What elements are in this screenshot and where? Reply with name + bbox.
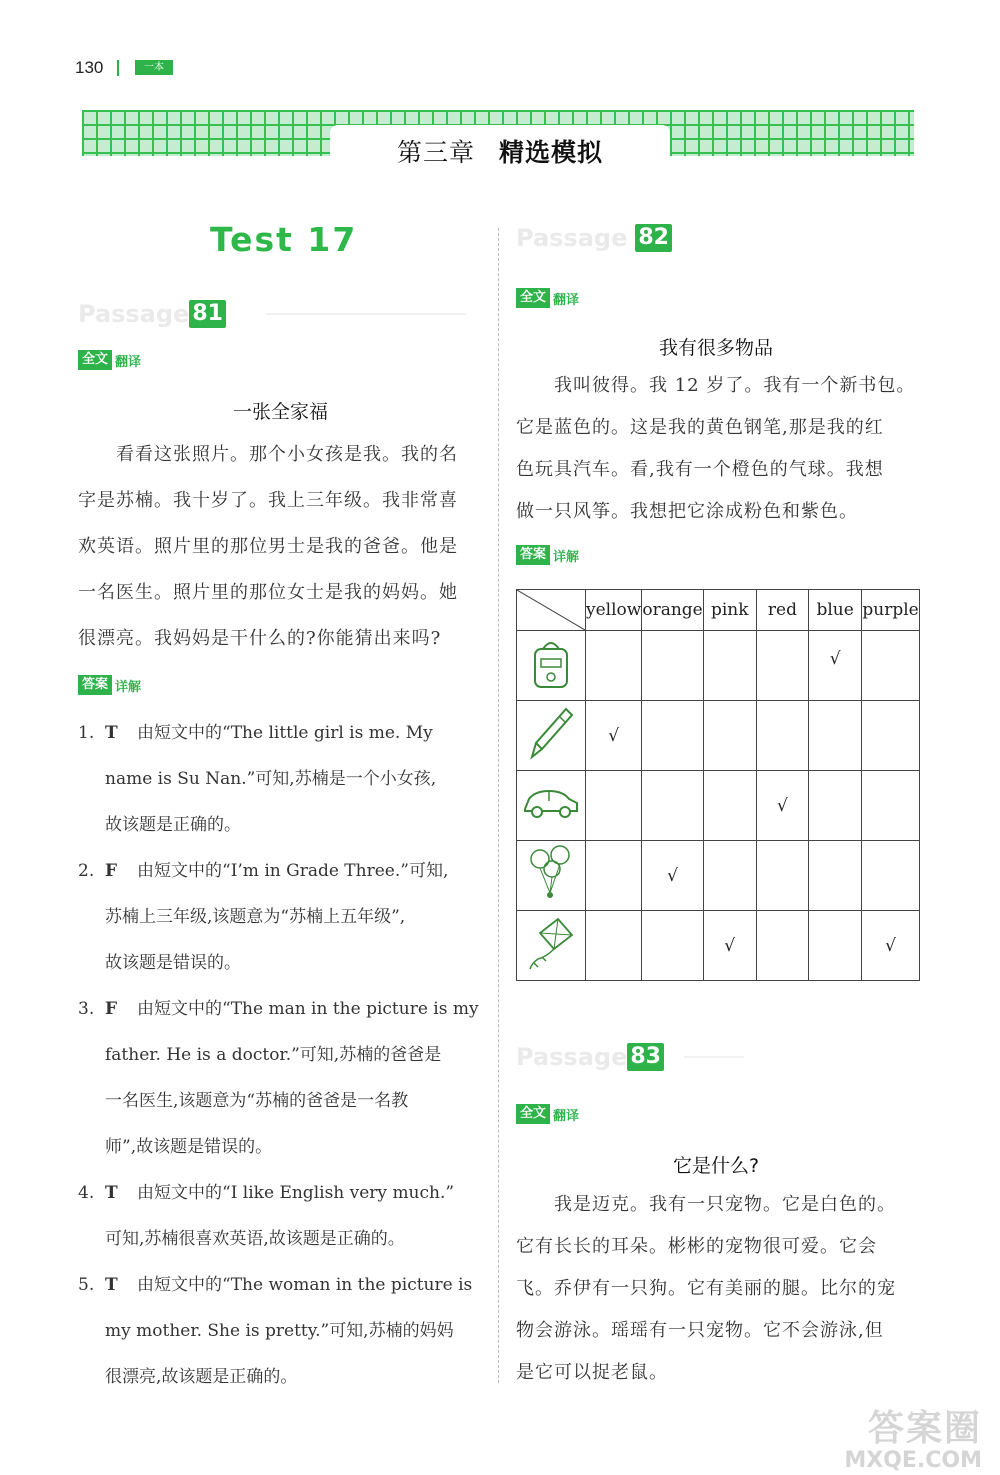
label-box: 全文 <box>516 288 550 308</box>
check-cell <box>862 771 920 841</box>
answer-tf: T <box>105 1183 118 1203</box>
passage-number: 82 <box>635 224 672 252</box>
col-header: pink <box>703 590 756 631</box>
pen-icon <box>526 703 576 763</box>
answer-line: 由短文中的“The woman in the picture is <box>137 1275 473 1295</box>
check-cell: √ <box>642 841 703 911</box>
label-box: 答案 <box>78 675 112 695</box>
check-cell: √ <box>809 631 862 701</box>
label-text: 翻译 <box>115 354 142 370</box>
check-cell <box>756 631 808 701</box>
text-line: 做一只风筝。我想把它涂成粉色和紫色。 <box>516 501 858 522</box>
text-line: 看看这张照片。那个小女孩是我。我的名 <box>116 444 458 465</box>
answer-item <box>78 710 488 848</box>
text-line: 很漂亮。我妈妈是干什么的?你能猜出来吗? <box>78 628 442 649</box>
answer-line: my mother. She is pretty.”可知,苏楠的妈妈 <box>105 1321 454 1341</box>
answer-item <box>78 1262 488 1400</box>
check-cell <box>642 911 703 981</box>
answer-line: 由短文中的“The man in the picture is my <box>137 999 479 1019</box>
label-box: 全文 <box>78 350 112 370</box>
text-line: 物会游泳。瑶瑶有一只宠物。它不会游泳,但 <box>516 1320 884 1341</box>
text-line: 我是迈克。我有一只宠物。它是白色的。 <box>554 1194 896 1215</box>
answer-tf: F <box>105 861 118 881</box>
diagonal-cell <box>517 590 586 631</box>
answer-line: father. He is a doctor.”可知,苏楠的爸爸是 <box>105 1045 442 1065</box>
answer-line: 师”,故该题是错误的。 <box>105 1137 273 1157</box>
text-line: 一名医生。照片里的那位女士是我的妈妈。她 <box>78 582 458 603</box>
passage-ghost-label: Passage <box>78 300 190 328</box>
check-cell <box>809 701 862 771</box>
diagonal-line <box>517 590 585 630</box>
check-cell <box>703 841 756 911</box>
ghost-rule <box>266 313 466 315</box>
check-cell <box>809 771 862 841</box>
chapter-title <box>330 133 670 169</box>
watermark-logo: 答案圈 <box>867 1408 982 1449</box>
answer-line: 由短文中的“I’m in Grade Three.”可知, <box>137 861 449 881</box>
answer-number: 1. <box>78 723 95 743</box>
check-cell <box>642 631 703 701</box>
check-cell <box>862 841 920 911</box>
passage-81-heading <box>78 300 466 328</box>
answer-line: 故该题是正确的。 <box>105 815 241 835</box>
passage-number: 81 <box>189 300 226 328</box>
text-line: 是它可以捉老鼠。 <box>516 1362 668 1383</box>
table-row <box>517 911 920 981</box>
label-box: 全文 <box>516 1104 550 1124</box>
chapter-name: 精选模拟 <box>499 138 604 167</box>
check-cell <box>642 771 703 841</box>
answer-label <box>516 545 579 565</box>
watermark-url: MXQE.COM <box>844 1448 982 1473</box>
check-cell <box>586 771 642 841</box>
label-text: 详解 <box>115 679 142 695</box>
passage-ghost-label: Passage <box>516 224 628 252</box>
passage-82-title: 我有很多物品 <box>658 337 773 359</box>
table-header-row <box>517 590 920 631</box>
text-line: 它有长长的耳朵。彬彬的宠物很可爱。它会 <box>516 1236 877 1257</box>
text-line: 字是苏楠。我十岁了。我上三年级。我非常喜 <box>78 490 458 511</box>
answer-line: 苏楠上三年级,该题意为“苏楠上五年级”, <box>105 907 406 927</box>
passage-81-title: 一张全家福 <box>232 401 328 423</box>
passage-number: 83 <box>627 1043 664 1071</box>
answer-line: name is Su Nan.”可知,苏楠是一个小女孩, <box>105 769 437 789</box>
answer-line: 故该题是错误的。 <box>105 953 241 973</box>
check-cell <box>756 841 808 911</box>
check-cell <box>642 701 703 771</box>
answer-tf: F <box>105 999 118 1019</box>
table-row <box>517 841 920 911</box>
check-cell: √ <box>756 771 808 841</box>
label-text: 翻译 <box>553 292 580 308</box>
text-line: 色玩具汽车。看,我有一个橙色的气球。我想 <box>516 459 884 480</box>
item-cell <box>517 701 586 771</box>
text-line: 它是蓝色的。这是我的黄色钢笔,那是我的红 <box>516 417 884 438</box>
check-cell <box>703 701 756 771</box>
text-line: 我叫彼得。我 12 岁了。我有一个新书包。 <box>554 375 916 396</box>
passage-81-text <box>78 432 488 662</box>
page-number: 130 <box>75 58 104 77</box>
item-cell <box>517 841 586 911</box>
item-cell <box>517 631 586 701</box>
balloon-icon <box>524 843 578 903</box>
answer-number: 4. <box>78 1183 95 1203</box>
passage-83-heading <box>516 1043 744 1071</box>
answer-item <box>78 848 488 986</box>
ghost-rule <box>684 1056 744 1058</box>
item-cell <box>517 771 586 841</box>
passage-82-text <box>516 365 921 533</box>
answer-line: 一名医生,该题意为“苏楠的爸爸是一名教 <box>105 1091 409 1111</box>
translation-label <box>516 1104 579 1124</box>
check-cell <box>586 841 642 911</box>
answer-line: 由短文中的“The little girl is me. My <box>137 723 433 743</box>
column-divider <box>498 228 499 1383</box>
answer-number: 5. <box>78 1275 95 1295</box>
kite-icon <box>524 913 578 973</box>
item-cell <box>517 911 586 981</box>
text-line: 欢英语。照片里的那位男士是我的爸爸。他是 <box>78 536 458 557</box>
answer-tf: T <box>105 1275 118 1295</box>
label-box: 答案 <box>516 545 550 565</box>
brand-logo: 一本 <box>135 60 173 75</box>
translation-label <box>78 350 141 370</box>
check-cell <box>862 701 920 771</box>
text-line: 飞。乔伊有一只狗。它有美丽的腿。比尔的宠 <box>516 1278 896 1299</box>
answer-item <box>78 1170 488 1262</box>
answer-line: 很漂亮,故该题是正确的。 <box>105 1367 298 1387</box>
passage-ghost-label: Passage <box>516 1043 628 1071</box>
col-header: yellow <box>586 590 642 631</box>
check-cell: √ <box>862 911 920 981</box>
test-title: Test 17 <box>210 220 358 259</box>
col-header: orange <box>642 590 703 631</box>
translation-label <box>516 288 579 308</box>
label-text: 翻译 <box>553 1108 580 1124</box>
check-cell <box>809 841 862 911</box>
check-cell: √ <box>703 911 756 981</box>
passage-83-title: 它是什么? <box>672 1155 760 1177</box>
passage-82-heading <box>516 224 672 252</box>
check-cell <box>703 771 756 841</box>
check-cell <box>809 911 862 981</box>
col-header: red <box>756 590 808 631</box>
answer-tf: T <box>105 723 118 743</box>
table-row <box>517 771 920 841</box>
check-cell <box>586 631 642 701</box>
toy-car-icon <box>521 783 581 823</box>
color-table <box>516 589 920 981</box>
check-cell <box>586 911 642 981</box>
answer-item <box>78 986 488 1170</box>
col-header: blue <box>809 590 862 631</box>
check-cell <box>756 701 808 771</box>
answer-line: 由短文中的“I like English very much.” <box>137 1183 455 1203</box>
table-row <box>517 701 920 771</box>
answer-list <box>78 710 488 1400</box>
chapter-prefix: 第三章 <box>396 138 475 167</box>
answer-label <box>78 675 141 695</box>
passage-83-text <box>516 1184 921 1394</box>
answer-number: 2. <box>78 861 95 881</box>
header-separator <box>117 60 119 76</box>
check-cell <box>756 911 808 981</box>
table-row <box>517 631 920 701</box>
check-cell: √ <box>586 701 642 771</box>
answer-line: 可知,苏楠很喜欢英语,故该题是正确的。 <box>105 1229 405 1249</box>
check-cell <box>703 631 756 701</box>
schoolbag-icon <box>526 635 576 691</box>
check-cell <box>862 631 920 701</box>
label-text: 详解 <box>553 549 580 565</box>
col-header: purple <box>862 590 920 631</box>
answer-number: 3. <box>78 999 95 1019</box>
